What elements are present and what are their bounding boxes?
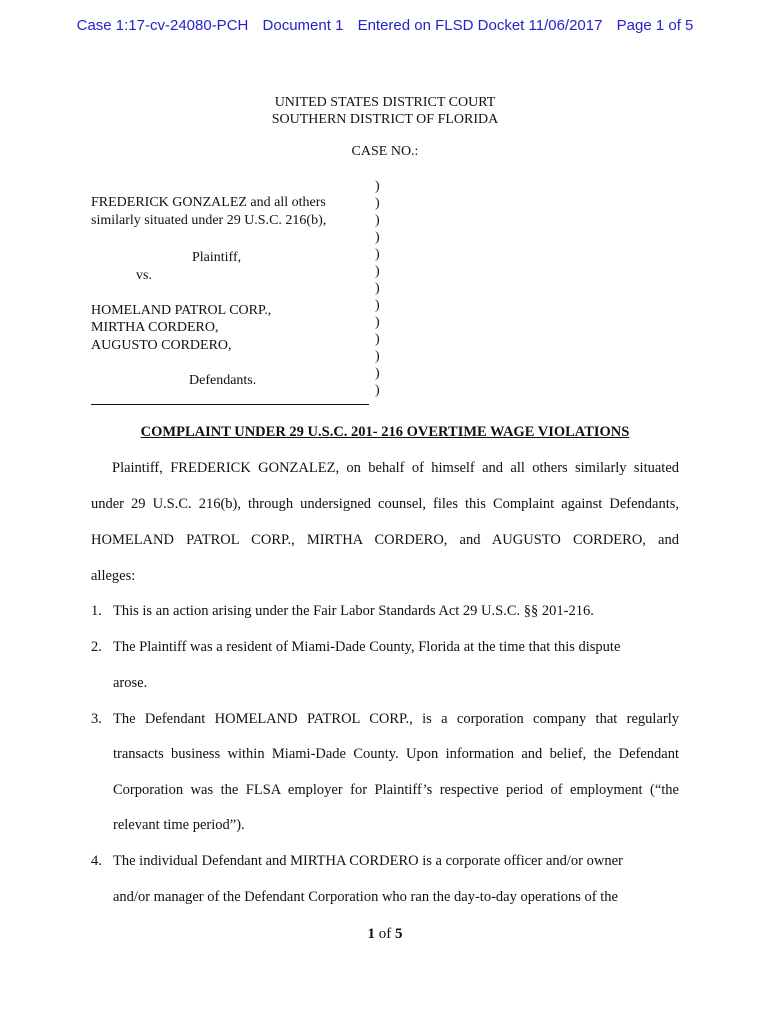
caption-paren: ) [375, 247, 380, 262]
docket-header [0, 17, 770, 34]
intro-line: Plaintiff, FREDERICK GONZALEZ, on behalf of himself and all others similarly situated [112, 460, 679, 476]
page-of-label: of [378, 926, 392, 942]
paragraph-line: This is an action arising under the Fair Labor Standards Act 29 U.S.C. §§ 201-216. [113, 603, 594, 619]
paragraph-number: 2. [91, 639, 102, 655]
paragraph-line: The Defendant HOMELAND PATROL CORP., is a corporation company that regularly [113, 711, 679, 727]
paragraph-line: arose. [113, 675, 148, 691]
caption-paren: ) [375, 366, 380, 381]
court-heading [0, 94, 770, 128]
plaintiff-name-line1: FREDERICK GONZALEZ and all others [91, 195, 326, 210]
caption-parentheses [375, 178, 380, 399]
page-footer [0, 926, 770, 943]
plaintiff-name-line2: similarly situated under 29 U.S.C. 216(b), [91, 213, 327, 228]
caption-divider [91, 404, 369, 405]
paragraph-line: relevant time period”). [113, 817, 245, 833]
current-page-number: 1 [367, 926, 375, 942]
defendant-name-line1: HOMELAND PATROL CORP., [91, 303, 272, 318]
court-district: SOUTHERN DISTRICT OF FLORIDA [271, 112, 499, 127]
header-page: Page 1 of 5 [616, 17, 694, 34]
case-number-label: CASE NO.: [351, 144, 419, 159]
caption-paren: ) [375, 332, 380, 347]
caption-paren: ) [375, 196, 380, 211]
caption-paren: ) [375, 179, 380, 194]
paragraph-number: 4. [91, 853, 102, 869]
paragraph-number: 1. [91, 603, 102, 619]
caption-paren: ) [375, 230, 380, 245]
defendant-name-line2: MIRTHA CORDERO, [91, 320, 219, 335]
header-case-number: Case 1:17-cv-24080-PCH [76, 17, 249, 34]
header-entered: Entered on FLSD Docket 11/06/2017 [357, 17, 603, 34]
caption-paren: ) [375, 281, 380, 296]
caption-paren: ) [375, 298, 380, 313]
caption-paren: ) [375, 349, 380, 364]
caption-paren: ) [375, 213, 380, 228]
defendant-name-line3: AUGUSTO CORDERO, [91, 338, 232, 353]
intro-line: alleges: [91, 568, 136, 584]
paragraph-line: Corporation was the FLSA employer for Plaintiff’s respective period of employment (“the [113, 782, 679, 798]
paragraph-number: 3. [91, 711, 102, 727]
complaint-title: COMPLAINT UNDER 29 U.S.C. 201- 216 OVERTIME WAGE VIOLATIONS [140, 424, 630, 440]
paragraph-line: transacts business within Miami-Dade County. Upon information and belief, the Defendant [113, 746, 679, 762]
caption-paren: ) [375, 383, 380, 398]
caption-paren: ) [375, 315, 380, 330]
total-pages-number: 5 [395, 926, 403, 942]
court-name: UNITED STATES DISTRICT COURT [274, 95, 496, 110]
intro-line: HOMELAND PATROL CORP., MIRTHA CORDERO, and AUGUSTO CORDERO, and [91, 532, 679, 548]
paragraph-line: The individual Defendant and MIRTHA CORDERO is a corporate officer and/or owner [113, 853, 623, 869]
paragraph-line: and/or manager of the Defendant Corporation who ran the day-to-day operations of the [113, 889, 618, 905]
header-document: Document 1 [262, 17, 344, 34]
paragraph-line: The Plaintiff was a resident of Miami-Dade County, Florida at the time that this dispute [113, 639, 621, 655]
defendants-label: Defendants. [189, 373, 257, 388]
plaintiff-label: Plaintiff, [192, 250, 242, 265]
caption-paren: ) [375, 264, 380, 279]
versus-label: vs. [136, 268, 152, 283]
intro-line: under 29 U.S.C. 216(b), through undersigned counsel, files this Complaint against Defendants, [91, 496, 679, 512]
